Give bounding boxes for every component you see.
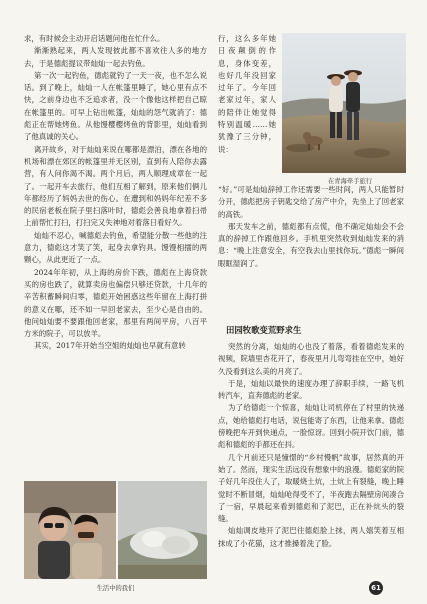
paragraph: 2024年年初，从上海的房价下跌，德彪在上海贷款买的房也跌了，就算卖房也偏偿只够还贷款，十几年的辛苦积蓄瞬间归零，德彪开始困惑这些年留在上海打拼的意义在哪，还不如一早回老家去，至少心是自由的。他问灿灿要不要跟他回老家，那里有两间平房，八百平方米的院子，可以放羊。 xyxy=(24,267,207,339)
paragraph: 几个月前还只是憧憬的“乡村慢帆”故事，居然真的开始了。然而，现实生活远没有想象中的浪漫。德彪家的院子好几年没住人了，取暖烧土炕，土炕上有裂缝，晚上睡觉时不断冒烟，灿灿呛得受不了，半夜跑去隔壁房间凑合了一宿，早晨起来看到德彪和了泥巴，正在补炕头的裂缝。 xyxy=(218,452,404,524)
life-photo-art xyxy=(24,481,207,579)
paragraph: 突然的分离，灿灿的心也没了着落，看着德彪发来的视频，院墙里杏花开了，春夜里月儿弯弯挂在空中，她好久没看到这么美的月亮了。 xyxy=(218,342,404,376)
paragraph: 行，这么多年她日夜颠倒的作息，身体变差，也好几年没回家过年了。今年回老家过年，家人的陪伴让她觉得特别温暖……她犹豫了三分钟，说： xyxy=(218,34,276,154)
page-number: 61 xyxy=(369,581,383,595)
paragraph: 求，有时候会主动开启话题问他在忙什么。 xyxy=(24,34,165,43)
qinghai-travel-photo xyxy=(282,33,406,173)
paragraph: 灿灿不忍心，喊德彪去钓鱼，希望能分散一些他的注意力，德彪这才笑了笑，起身去拿钓具。馒馒相擂的两颗心，从此更近了一点。 xyxy=(24,230,207,265)
photo-caption: 生活中的我们 xyxy=(96,585,135,592)
paragraph: 第一次一起钓鱼，德彪就钓了一天一夜，也不怎么说话。到了晚上，灿灿一人在帐篷里睡了，她心里有点不快，之前身边也不乏追求者，没一个像他这样把自己晾在帐篷里的。可早上钻出帐篷，灿灿的怨气就消了：德彪正在帮她烤鱼。从他馒樱樱烤鱼的背影里，灿灿看到了他真诚的关心。 xyxy=(24,70,207,142)
paragraph: 灿灿调皮地开了泥巴往德彪脸上抹，两人嬉笑着互相抹成了小花猫，这才推搡着洗了脸。 xyxy=(218,526,404,548)
paragraph: 那天发车之前，德彪都有点慌，他不确定灿灿会不会真的辞掉工作跟他回乡。手机里突然收到灿灿发来的消息：“晚上注意安全，有空我去山里找你玩。”德彪一瞬间眼眶湿润了。 xyxy=(218,221,404,268)
paragraph: “好。”可是灿灿辞掉工作还需要一些时间，两人只能暂时分开，德彪把房子钥匙交给了房产中介，先坐上了回老家的高铁。 xyxy=(218,185,404,219)
right-middle-text xyxy=(218,184,404,270)
right-top-text xyxy=(218,33,276,156)
qinghai-travel-photo-art xyxy=(282,33,406,173)
paragraph: 渐渐熟起来，两人发现彼此都不喜欢往人多的地方去，于是德彪提议带灿灿一起去钓鱼。 xyxy=(24,46,207,68)
paragraph: 其实，2017年开始当空姐的灿灿也早就有意转 xyxy=(33,341,186,351)
right-bottom-text xyxy=(218,341,404,550)
section-heading: 田园牧歌变荒野求生 xyxy=(226,325,302,335)
left-column xyxy=(24,33,207,353)
photo-caption: 在青海牵手旅行 xyxy=(327,178,373,185)
paragraph: 离开故乡，对于灿灿来说在哪都是漂泊，漂在各地的机场和漂在郊区的帐篷里并无区别，直到有人陪你去露营，有人问你渴不渴。两个月后，两人顺理成章在一起了。一起开车去旅行，他们互相了解到，原来他们俩儿年都经历了妈妈去世的伤心。在遭到和妈妈年纪差不多的民宿老板在院子里扫落叶时，德彪会善良地拿着扫帚上前帮忙打扫，打扫完又失神地对着落日看好久。 xyxy=(24,144,207,228)
life-photo xyxy=(24,481,207,579)
paragraph: 为了给德彪一个惊喜，灿灿让司机停在了村里的快递点，她给德彪打电话，说包能寄了东西，让他来拿。德彪傍晚把车开到快递点，一脸惊讶。回到小院开饮门前，德彪和德彪的手都还在抖。 xyxy=(218,403,404,450)
paragraph: 于是，灿灿以最快的速度办理了辞职手续，一路飞机转汽车，直奔德彪的老家。 xyxy=(218,378,404,401)
